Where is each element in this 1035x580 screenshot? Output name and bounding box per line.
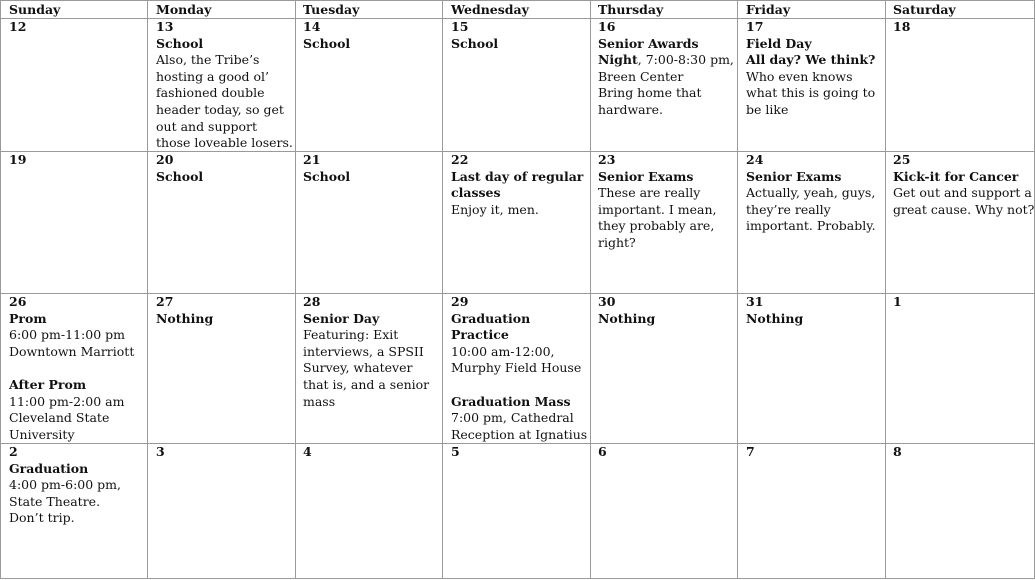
event-detail: 6:00 pm-11:00 pm xyxy=(9,327,125,343)
day-cell xyxy=(885,444,1035,579)
event-detail: Enjoy it, men. xyxy=(451,201,539,217)
event-detail: be like xyxy=(746,101,789,117)
day-cell xyxy=(738,294,886,444)
spacer xyxy=(451,377,586,394)
header-friday: Friday xyxy=(738,0,886,19)
event-detail: Murphy Field House xyxy=(451,360,582,376)
day-number: 3 xyxy=(156,444,165,459)
day-number: 26 xyxy=(9,294,27,309)
day-number: 8 xyxy=(893,444,902,459)
day-number: 24 xyxy=(746,152,764,167)
day-cell xyxy=(443,444,591,579)
event-title: Senior Exams xyxy=(598,168,694,184)
event-title: All day? We think? xyxy=(746,52,876,68)
event-title: After Prom xyxy=(9,376,87,392)
event-title: Field Day xyxy=(746,35,812,51)
day-number: 15 xyxy=(451,19,469,34)
event-detail: Get out and support a xyxy=(893,185,1032,201)
event-detail: hardware. xyxy=(598,101,663,117)
event-detail: Also, the Tribe’s xyxy=(156,52,260,68)
event-title: Nothing xyxy=(156,310,214,326)
day-cell xyxy=(148,444,296,579)
day-number: 31 xyxy=(746,294,764,309)
event-detail: These are really xyxy=(598,185,701,201)
event-title: School xyxy=(156,168,204,184)
event-detail: hosting a good ol’ xyxy=(156,68,269,84)
day-number: 4 xyxy=(303,444,312,459)
event-detail: 11:00 pm-2:00 am xyxy=(9,393,125,409)
event-detail: important. Probably. xyxy=(746,218,876,234)
day-cell xyxy=(148,294,296,444)
day-number: 27 xyxy=(156,294,174,309)
event-detail: 10:00 am-12:00, xyxy=(451,343,555,359)
day-number: 16 xyxy=(598,19,616,34)
event-detail: 7:00 pm, Cathedral xyxy=(451,410,574,426)
event-detail: Don’t trip. xyxy=(9,510,75,526)
day-cell xyxy=(295,19,443,152)
day-cell xyxy=(738,19,886,152)
event-title: School xyxy=(303,168,351,184)
event-detail: they probably are, xyxy=(598,218,715,234)
day-cell xyxy=(295,152,443,294)
day-number: 6 xyxy=(598,444,607,459)
event-title: Senior Day xyxy=(303,310,380,326)
day-number: 28 xyxy=(303,294,321,309)
event-detail: Bring home that xyxy=(598,85,702,101)
day-cell xyxy=(443,294,591,444)
day-cell xyxy=(590,444,738,579)
day-number: 7 xyxy=(746,444,755,459)
event-detail: Featuring: Exit xyxy=(303,327,399,343)
event-title: Night xyxy=(598,52,638,68)
header-tuesday: Tuesday xyxy=(295,0,443,19)
event-title: School xyxy=(451,35,499,51)
day-cell xyxy=(295,444,443,579)
event-detail: mass xyxy=(303,393,336,409)
day-cell xyxy=(590,294,738,444)
event-detail: out and support xyxy=(156,118,258,134)
event-detail: Downtown Marriott xyxy=(9,343,135,359)
day-cell xyxy=(148,152,296,294)
day-cell xyxy=(0,152,148,294)
day-number: 12 xyxy=(9,19,27,34)
day-cell xyxy=(443,19,591,152)
day-number: 21 xyxy=(303,152,321,167)
event-detail: great cause. Why not? xyxy=(893,201,1035,217)
day-cell xyxy=(0,19,148,152)
event-detail: Cleveland State xyxy=(9,410,110,426)
event-detail: those loveable losers. xyxy=(156,135,293,151)
day-cell xyxy=(885,294,1035,444)
header-monday: Monday xyxy=(148,0,296,19)
event-detail: 4:00 pm-6:00 pm, xyxy=(9,477,121,493)
event-detail: what this is going to xyxy=(746,85,876,101)
day-cell xyxy=(0,444,148,579)
event-title: Prom xyxy=(9,310,47,326)
event-detail: Reception at Ignatius xyxy=(451,426,588,442)
event-title: Graduation Practice xyxy=(451,310,531,343)
day-cell xyxy=(148,19,296,152)
day-cell xyxy=(738,444,886,579)
event-title: Nothing xyxy=(746,310,804,326)
event-detail: , 7:00-8:30 pm, xyxy=(637,52,734,68)
event-title: Last day of regular xyxy=(451,168,584,184)
header-sunday: Sunday xyxy=(0,0,148,19)
day-cell xyxy=(885,19,1035,152)
event-detail: Breen Center xyxy=(598,68,684,84)
event-detail: right? xyxy=(598,234,636,250)
event-detail: fashioned double xyxy=(156,85,265,101)
day-cell xyxy=(738,152,886,294)
day-cell xyxy=(590,152,738,294)
header-saturday: Saturday xyxy=(885,0,1035,19)
day-cell xyxy=(0,294,148,444)
day-number: 25 xyxy=(893,152,911,167)
event-detail: that is, and a senior xyxy=(303,376,430,392)
day-cell xyxy=(590,19,738,152)
event-title: Senior Awards xyxy=(598,35,699,51)
day-number: 30 xyxy=(598,294,616,309)
event-title: Graduation Mass xyxy=(451,393,571,409)
day-number: 19 xyxy=(9,152,27,167)
event-detail: University xyxy=(9,426,75,442)
event-title: School xyxy=(156,35,204,51)
event-title: Kick-it for Cancer xyxy=(893,168,1019,184)
day-number: 18 xyxy=(893,19,911,34)
event-detail: header today, so get xyxy=(156,101,284,117)
spacer xyxy=(9,360,143,377)
day-cell xyxy=(885,152,1035,294)
event-detail: important. I mean, xyxy=(598,201,717,217)
event-detail: Actually, yeah, guys, xyxy=(746,185,876,201)
day-number: 17 xyxy=(746,19,764,34)
event-title: classes xyxy=(451,185,501,201)
day-number: 29 xyxy=(451,294,469,309)
header-wednesday: Wednesday xyxy=(443,0,591,19)
day-number: 20 xyxy=(156,152,174,167)
event-detail: they’re really xyxy=(746,201,831,217)
day-number: 13 xyxy=(156,19,174,34)
event-title: Nothing xyxy=(598,310,656,326)
day-number: 1 xyxy=(893,294,902,309)
event-detail: interviews, a SPSII xyxy=(303,343,424,359)
event-title: Graduation xyxy=(9,460,89,476)
day-number: 2 xyxy=(9,444,18,459)
event-title: School xyxy=(303,35,351,51)
day-cell xyxy=(295,294,443,444)
event-title: Senior Exams xyxy=(746,168,842,184)
event-line xyxy=(598,52,733,69)
day-number: 23 xyxy=(598,152,616,167)
day-number: 22 xyxy=(451,152,469,167)
header-thursday: Thursday xyxy=(590,0,738,19)
day-cell xyxy=(443,152,591,294)
day-number: 14 xyxy=(303,19,321,34)
event-detail: State Theatre. xyxy=(9,493,101,509)
day-number: 5 xyxy=(451,444,460,459)
event-detail: Who even knows xyxy=(746,68,853,84)
event-detail: Survey, whatever xyxy=(303,360,413,376)
